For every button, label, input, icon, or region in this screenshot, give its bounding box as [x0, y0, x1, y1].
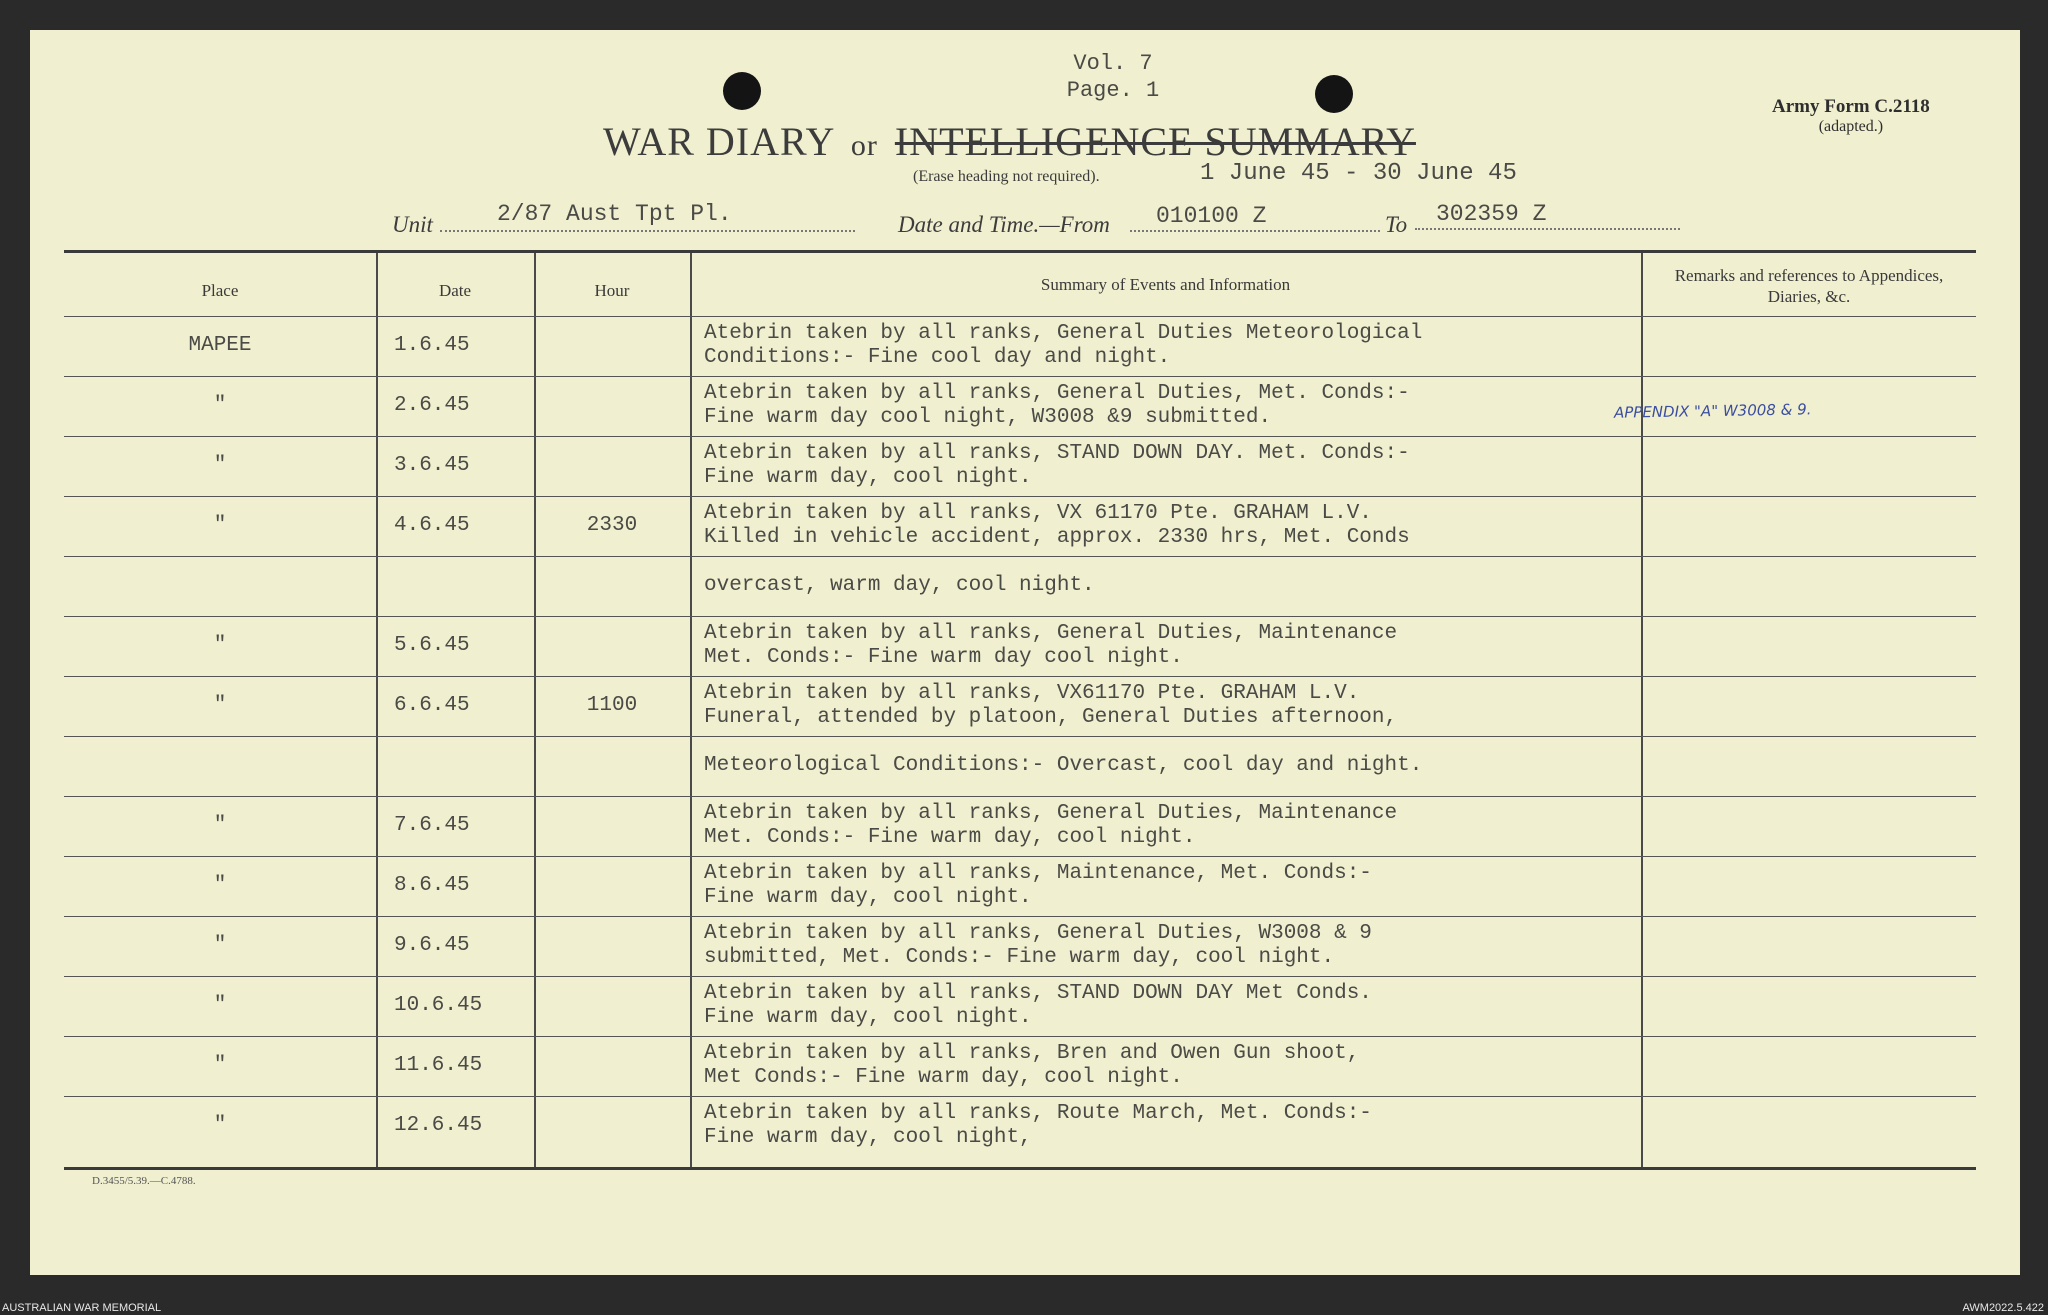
date-time-label: Date and Time.—From — [898, 212, 1110, 237]
col-divider — [1641, 253, 1643, 1167]
row-date: 6.6.45 — [394, 694, 470, 717]
title-war-diary: WAR DIARY — [603, 119, 834, 164]
row-place: " — [213, 394, 227, 417]
row-summary-line-2: Funeral, attended by platoon, General Duties afternoon, — [704, 706, 1398, 729]
army-form-adapted: (adapted.) — [1818, 118, 1884, 135]
header-remarks: Remarks and references to Appendices, Diaries, &c. — [1674, 266, 1944, 306]
row-divider — [64, 316, 1976, 317]
title-or: or — [850, 129, 878, 162]
row-place: " — [213, 1054, 227, 1077]
row-divider — [64, 916, 1976, 917]
to-value: 302359 Z — [1436, 201, 1547, 227]
remark-appendix-a: APPENDIX "A" W3008 & 9. — [1613, 400, 1812, 422]
row-divider — [64, 616, 1976, 617]
row-divider — [64, 676, 1976, 677]
row-date: 11.6.45 — [394, 1054, 483, 1077]
row-date: 10.6.45 — [394, 994, 483, 1017]
row-summary-line-1: Atebrin taken by all ranks, General Duties, W3008 & 9 — [704, 922, 1372, 945]
row-place: " — [213, 874, 227, 897]
accession-number: AWM2022.5.422 — [1962, 1302, 2044, 1314]
row-date: 9.6.45 — [394, 934, 470, 957]
to-label: To — [1385, 212, 1408, 237]
row-place: " — [213, 454, 227, 477]
row-date: 4.6.45 — [394, 514, 470, 537]
row-summary-line-2: Fine warm day, cool night. — [704, 886, 1032, 909]
row-summary-line-2: Fine warm day, cool night. — [704, 1006, 1032, 1029]
volume-number: Vol. 7 — [1073, 51, 1153, 76]
row-summary-line-2: Killed in vehicle accident, approx. 2330 hrs, Met. Conds — [704, 526, 1410, 549]
diary-table — [64, 250, 1976, 1170]
unit-dotted-line — [440, 230, 855, 232]
army-form-number: Army Form C.2118 — [1772, 96, 1930, 117]
header-place: Place — [201, 281, 239, 300]
erase-note: (Erase heading not required). — [913, 168, 1100, 185]
to-dotted-line — [1415, 228, 1680, 230]
row-summary-line-1: Atebrin taken by all ranks, VX 61170 Pte. GRAHAM L.V. — [704, 502, 1372, 525]
row-summary-line-2: Fine warm day, cool night. — [704, 466, 1032, 489]
row-divider — [64, 856, 1976, 857]
unit-value: 2/87 Aust Tpt Pl. — [497, 201, 732, 227]
row-summary-line-2: Met Conds:- Fine warm day, cool night. — [704, 1066, 1183, 1089]
row-summary-line-2: Fine warm day cool night, W3008 &9 submitted. — [704, 406, 1272, 429]
row-place: " — [213, 814, 227, 837]
row-summary-line-1: Atebrin taken by all ranks, Route March, Met. Conds:- — [704, 1102, 1372, 1125]
row-date: 3.6.45 — [394, 454, 470, 477]
row-place: " — [213, 994, 227, 1017]
row-summary-line-2: Conditions:- Fine cool day and night. — [704, 346, 1171, 369]
header-hour: Hour — [594, 281, 630, 300]
punch-hole-right — [1315, 75, 1353, 113]
row-summary-line-1: Meteorological Conditions:- Overcast, cool day and night. — [704, 754, 1423, 777]
row-summary-line-2: Met. Conds:- Fine warm day cool night. — [704, 646, 1183, 669]
punch-hole-left — [723, 72, 761, 110]
diary-period: 1 June 45 - 30 June 45 — [1200, 160, 1517, 187]
row-summary-line-1: Atebrin taken by all ranks, General Duties Meteorological — [704, 322, 1423, 345]
row-divider — [64, 1096, 1976, 1097]
row-place: MAPEE — [188, 334, 252, 357]
form-title — [603, 118, 1416, 165]
row-divider — [64, 736, 1976, 737]
row-summary-line-2: submitted, Met. Conds:- Fine warm day, cool night. — [704, 946, 1335, 969]
row-divider — [64, 796, 1976, 797]
row-summary-line-2: Met. Conds:- Fine warm day, cool night. — [704, 826, 1196, 849]
print-code: D.3455/5.39.—C.4788. — [92, 1175, 196, 1187]
from-dotted-line — [1130, 230, 1380, 232]
volume-page — [1013, 50, 1213, 104]
army-form-label — [1772, 96, 1930, 136]
row-date: 12.6.45 — [394, 1114, 483, 1137]
row-date: 2.6.45 — [394, 394, 470, 417]
row-place: " — [213, 934, 227, 957]
row-place: " — [213, 694, 227, 717]
row-divider — [64, 496, 1976, 497]
row-summary-line-2: Fine warm day, cool night, — [704, 1126, 1032, 1149]
row-summary-line-1: Atebrin taken by all ranks, General Duties, Maintenance — [704, 622, 1398, 645]
row-date: 8.6.45 — [394, 874, 470, 897]
diary-sheet — [30, 30, 2020, 1275]
row-date: 7.6.45 — [394, 814, 470, 837]
row-divider — [64, 1036, 1976, 1037]
row-hour: 1100 — [586, 694, 638, 717]
row-divider — [64, 976, 1976, 977]
row-divider — [64, 556, 1976, 557]
row-divider — [64, 436, 1976, 437]
row-place: " — [213, 1114, 227, 1137]
row-summary-line-1: Atebrin taken by all ranks, VX61170 Pte. GRAHAM L.V. — [704, 682, 1360, 705]
row-summary-line-1: Atebrin taken by all ranks, General Duties, Maintenance — [704, 802, 1398, 825]
page-number: Page. 1 — [1066, 78, 1160, 103]
row-date: 5.6.45 — [394, 634, 470, 657]
row-summary-line-1: Atebrin taken by all ranks, STAND DOWN DAY Met Conds. — [704, 982, 1372, 1005]
row-place: " — [213, 634, 227, 657]
from-value: 010100 Z — [1156, 203, 1267, 229]
row-place: " — [213, 514, 227, 537]
row-summary-line-1: Atebrin taken by all ranks, Maintenance, Met. Conds:- — [704, 862, 1372, 885]
row-summary-line-1: overcast, warm day, cool night. — [704, 574, 1095, 597]
institution-credit: AUSTRALIAN WAR MEMORIAL — [2, 1302, 162, 1314]
unit-label: Unit — [392, 212, 433, 237]
row-summary-line-1: Atebrin taken by all ranks, Bren and Owen Gun shoot, — [704, 1042, 1360, 1065]
col-divider — [376, 253, 378, 1167]
row-summary-line-1: Atebrin taken by all ranks, STAND DOWN DAY. Met. Conds:- — [704, 442, 1410, 465]
title-intelligence-summary: INTELLIGENCE SUMMARY — [894, 119, 1416, 164]
row-date: 1.6.45 — [394, 334, 470, 357]
row-hour: 2330 — [586, 514, 638, 537]
row-summary-line-1: Atebrin taken by all ranks, General Duties, Met. Conds:- — [704, 382, 1410, 405]
col-divider — [690, 253, 692, 1167]
header-date: Date — [438, 281, 472, 300]
header-summary: Summary of Events and Information — [1040, 275, 1291, 294]
row-divider — [64, 376, 1976, 377]
